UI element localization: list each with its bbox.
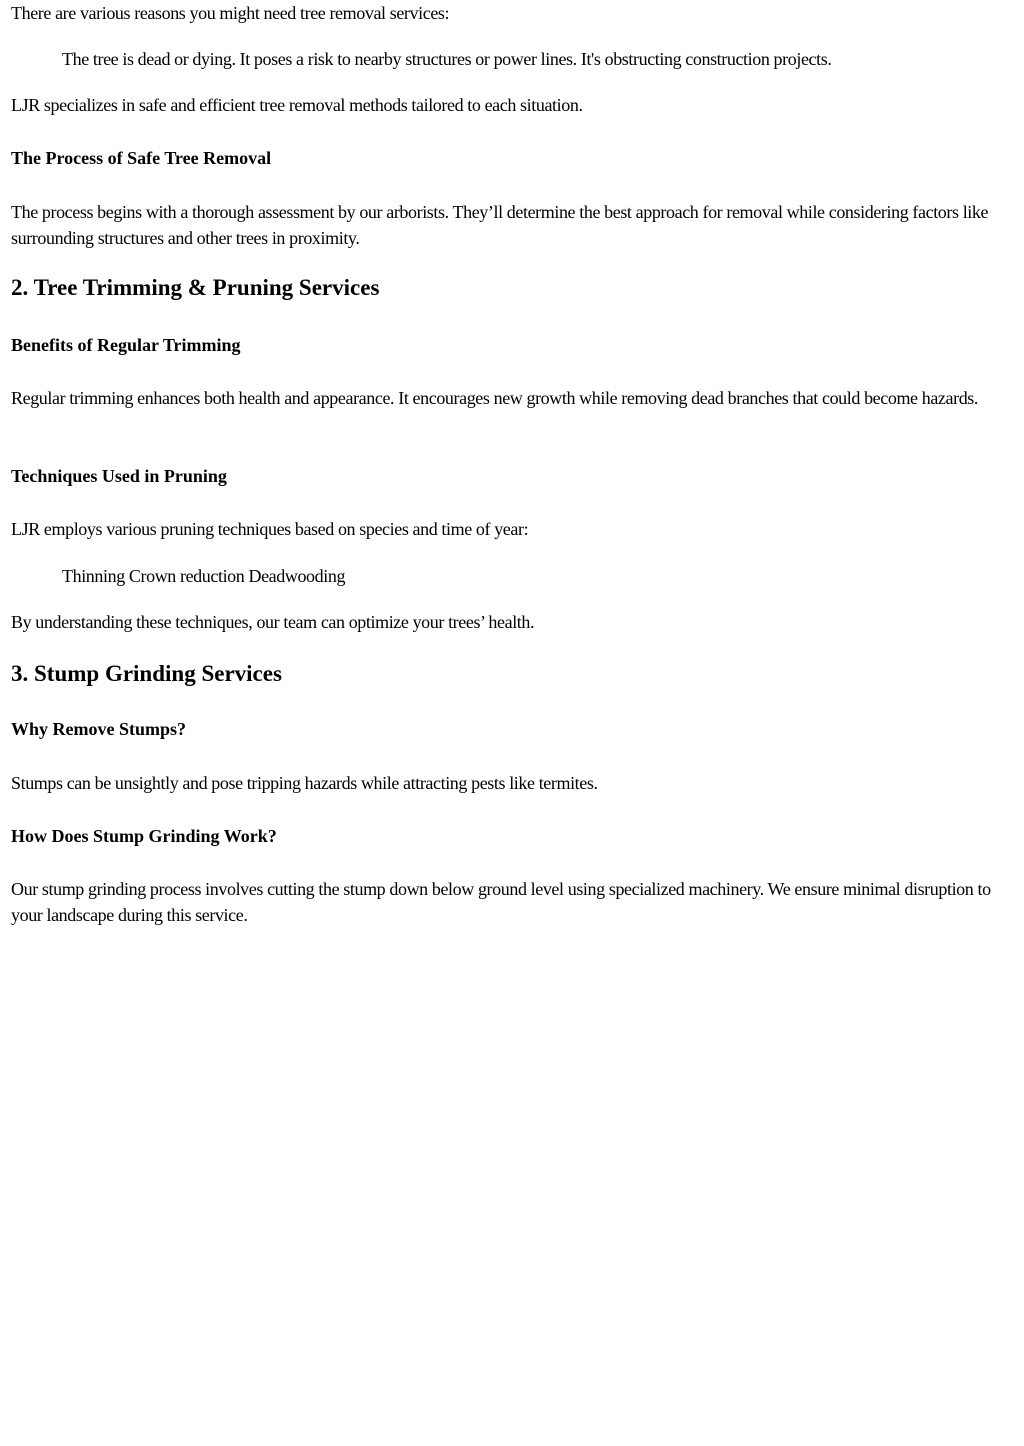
techniques-intro-paragraph: LJR employs various pruning techniques based on species and time of year: [11,519,529,539]
intro-paragraph: There are various reasons you might need tree removal services: [11,3,450,23]
ljr-specializes-paragraph: LJR specializes in safe and efficient tree removal methods tailored to each situation. [11,95,583,115]
why-remove-paragraph: Stumps can be unsightly and pose tripping hazards while attracting pests like termites. [11,773,598,793]
how-grinding-paragraph: Our stump grinding process involves cutting the stump down below ground level using specialized machinery. We ensure minimal disruption to your landscape during this service. [11,879,991,925]
why-remove-heading: Why Remove Stumps? [11,719,187,739]
techniques-heading: Techniques Used in Pruning [11,466,227,486]
techniques-outro-paragraph: By understanding these techniques, our team can optimize your trees’ health. [11,612,535,632]
benefits-paragraph: Regular trimming enhances both health and appearance. It encourages new growth while removing dead branches that could become hazards. [11,388,979,408]
techniques-list: Thinning Crown reduction Deadwooding [62,566,346,586]
stump-section-heading: 3. Stump Grinding Services [11,661,282,686]
removal-reasons-list: The tree is dead or dying. It poses a risk to nearby structures or power lines. It's obstructing construction projects. [62,49,832,69]
how-grinding-heading: How Does Stump Grinding Work? [11,826,277,846]
trimming-section-heading: 2. Tree Trimming & Pruning Services [11,275,380,300]
process-paragraph: The process begins with a thorough assessment by our arborists. They’ll determine the best approach for removal while considering factors like surrounding structures and other trees in proximity. [11,202,989,248]
process-heading: The Process of Safe Tree Removal [11,148,272,168]
benefits-heading: Benefits of Regular Trimming [11,335,241,355]
